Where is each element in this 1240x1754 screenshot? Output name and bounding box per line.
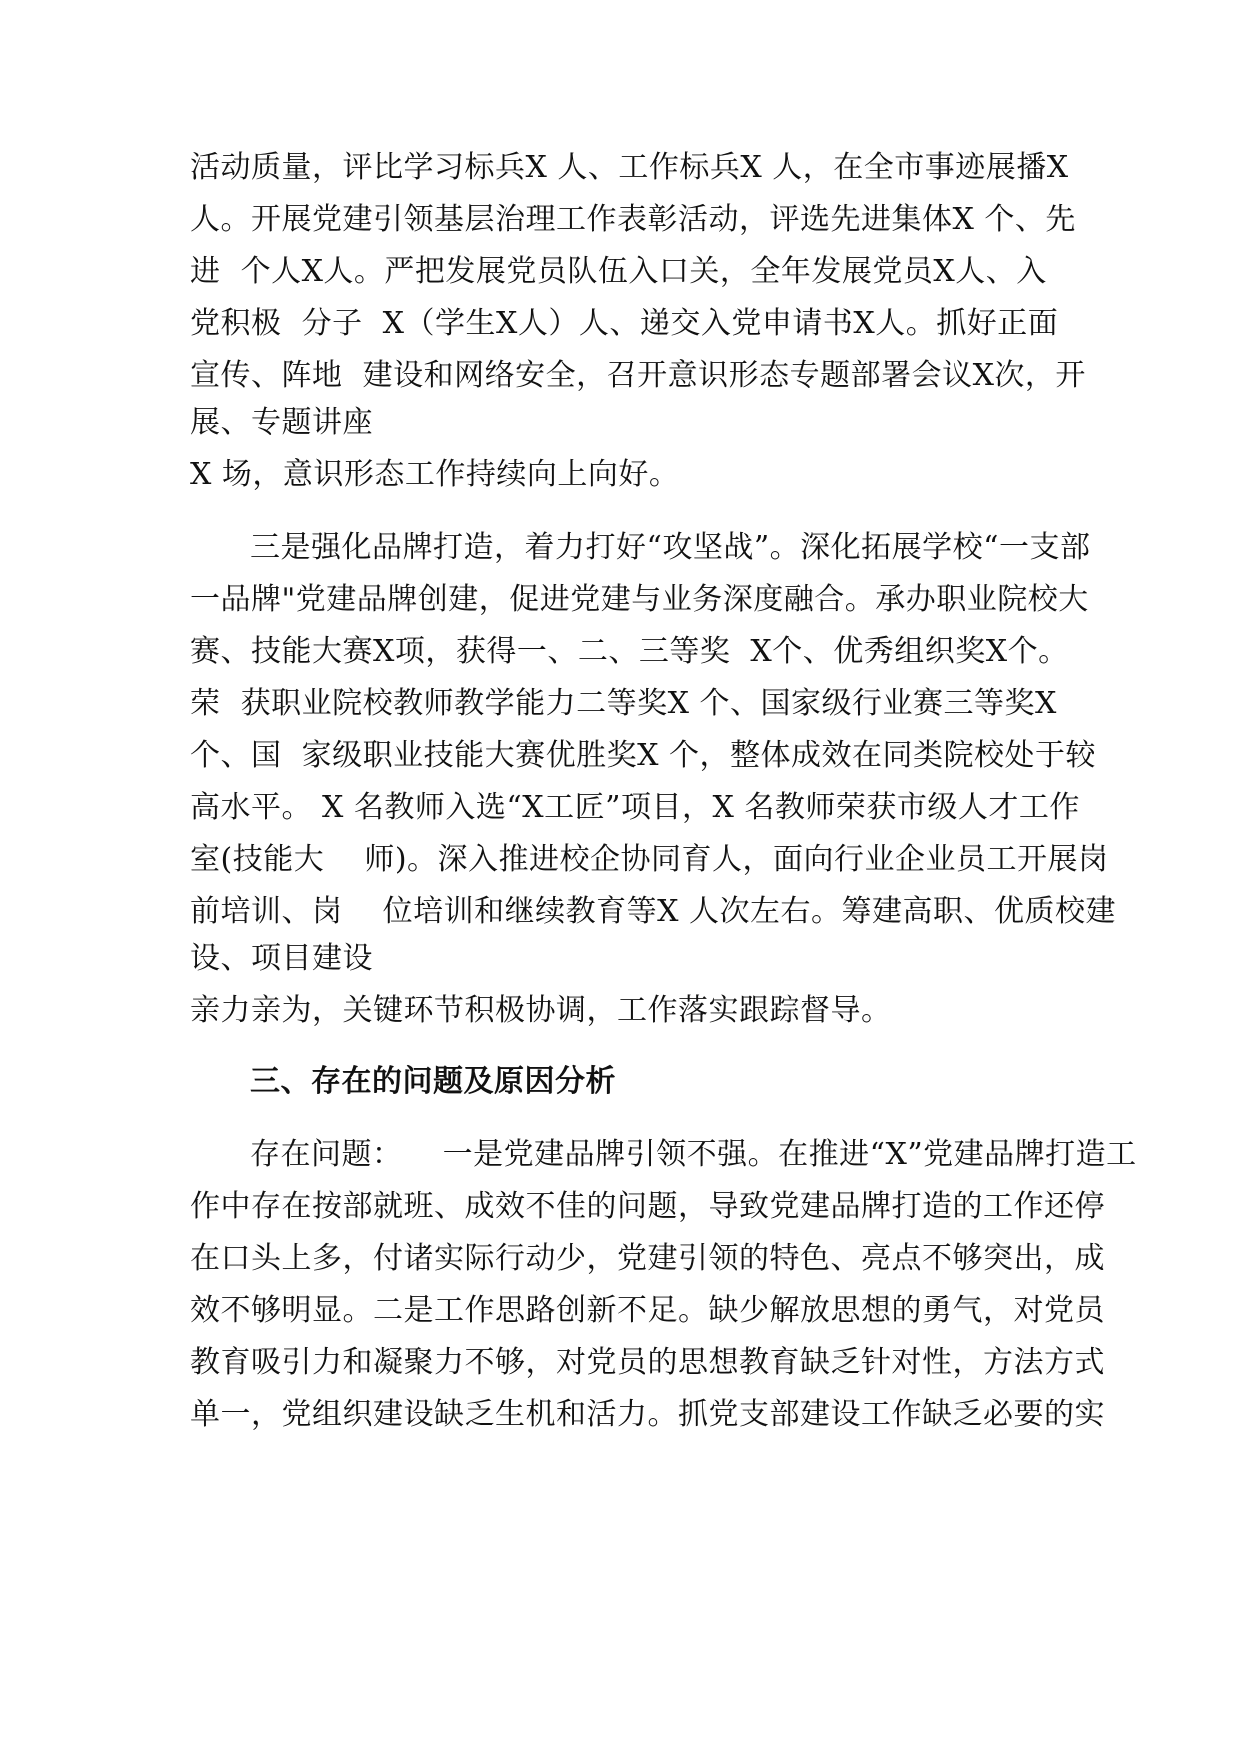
text-line: 室(技能大 师)。深入推进校企协同育人，面向行业企业员工开展岗 [190, 842, 1109, 877]
text-line: 设、项目建设 [190, 941, 373, 976]
text-line: 教育吸引力和凝聚力不够，对党员的思想教育缺乏针对性，方法方式 [190, 1345, 1105, 1380]
paragraph-first-line: 三是强化品牌打造，着力打好“攻坚战”。深化拓展学校“一支部 [250, 530, 1091, 565]
text-line: 党积极 分子 X（学生X人）人、递交入党申请书X人。抓好正面 [190, 306, 1059, 341]
text-line: 赛、技能大赛X项，获得一、二、三等奖 X个、优秀组织奖X个。 [190, 634, 1069, 669]
paragraph-first-line: 存在问题： 一是党建品牌引领不强。在推进“X”党建品牌打造工 [250, 1137, 1137, 1172]
text-line: 荣 获职业院校教师教学能力二等奖X 个、国家级行业赛三等奖X [190, 686, 1057, 721]
text-line: 人。开展党建引领基层治理工作表彰活动，评选先进集体X 个、先 [190, 202, 1076, 237]
text-line: 进 个人X人。严把发展党员队伍入口关，全年发展党员X人、入 [190, 254, 1047, 289]
section-heading: 三、存在的问题及原因分析 [250, 1064, 616, 1099]
text-line: 个、国 家级职业技能大赛优胜奖X 个，整体成效在同类院校处于较 [190, 738, 1096, 773]
text-line: 宣传、阵地 建设和网络安全，召开意识形态专题部署会议X次，开 [190, 358, 1086, 393]
text-line: 单一，党组织建设缺乏生机和活力。抓党支部建设工作缺乏必要的实 [190, 1397, 1105, 1432]
text-line: X 场，意识形态工作持续向上向好。 [190, 457, 680, 492]
text-line: 前培训、岗 位培训和继续教育等X 人次左右。筹建高职、优质校建 [190, 894, 1117, 929]
text-line: 展、专题讲座 [190, 405, 373, 440]
text-line: 一品牌"党建品牌创建，促进党建与业务深度融合。承办职业院校大 [190, 582, 1089, 617]
text-line: 亲力亲为，关键环节积极协调，工作落实跟踪督导。 [190, 993, 892, 1028]
text-line: 效不够明显。二是工作思路创新不足。缺少解放思想的勇气，对党员 [190, 1293, 1105, 1328]
text-line: 高水平。 X 名教师入选“X工匠”项目，X 名教师荣获市级人才工作 [190, 790, 1080, 825]
text-line: 作中存在按部就班、成效不佳的问题，导致党建品牌打造的工作还停 [190, 1189, 1105, 1224]
text-line: 活动质量，评比学习标兵X 人、工作标兵X 人，在全市事迹展播X [190, 150, 1069, 185]
text-line: 在口头上多，付诸实际行动少，党建引领的特色、亮点不够突出，成 [190, 1241, 1105, 1276]
